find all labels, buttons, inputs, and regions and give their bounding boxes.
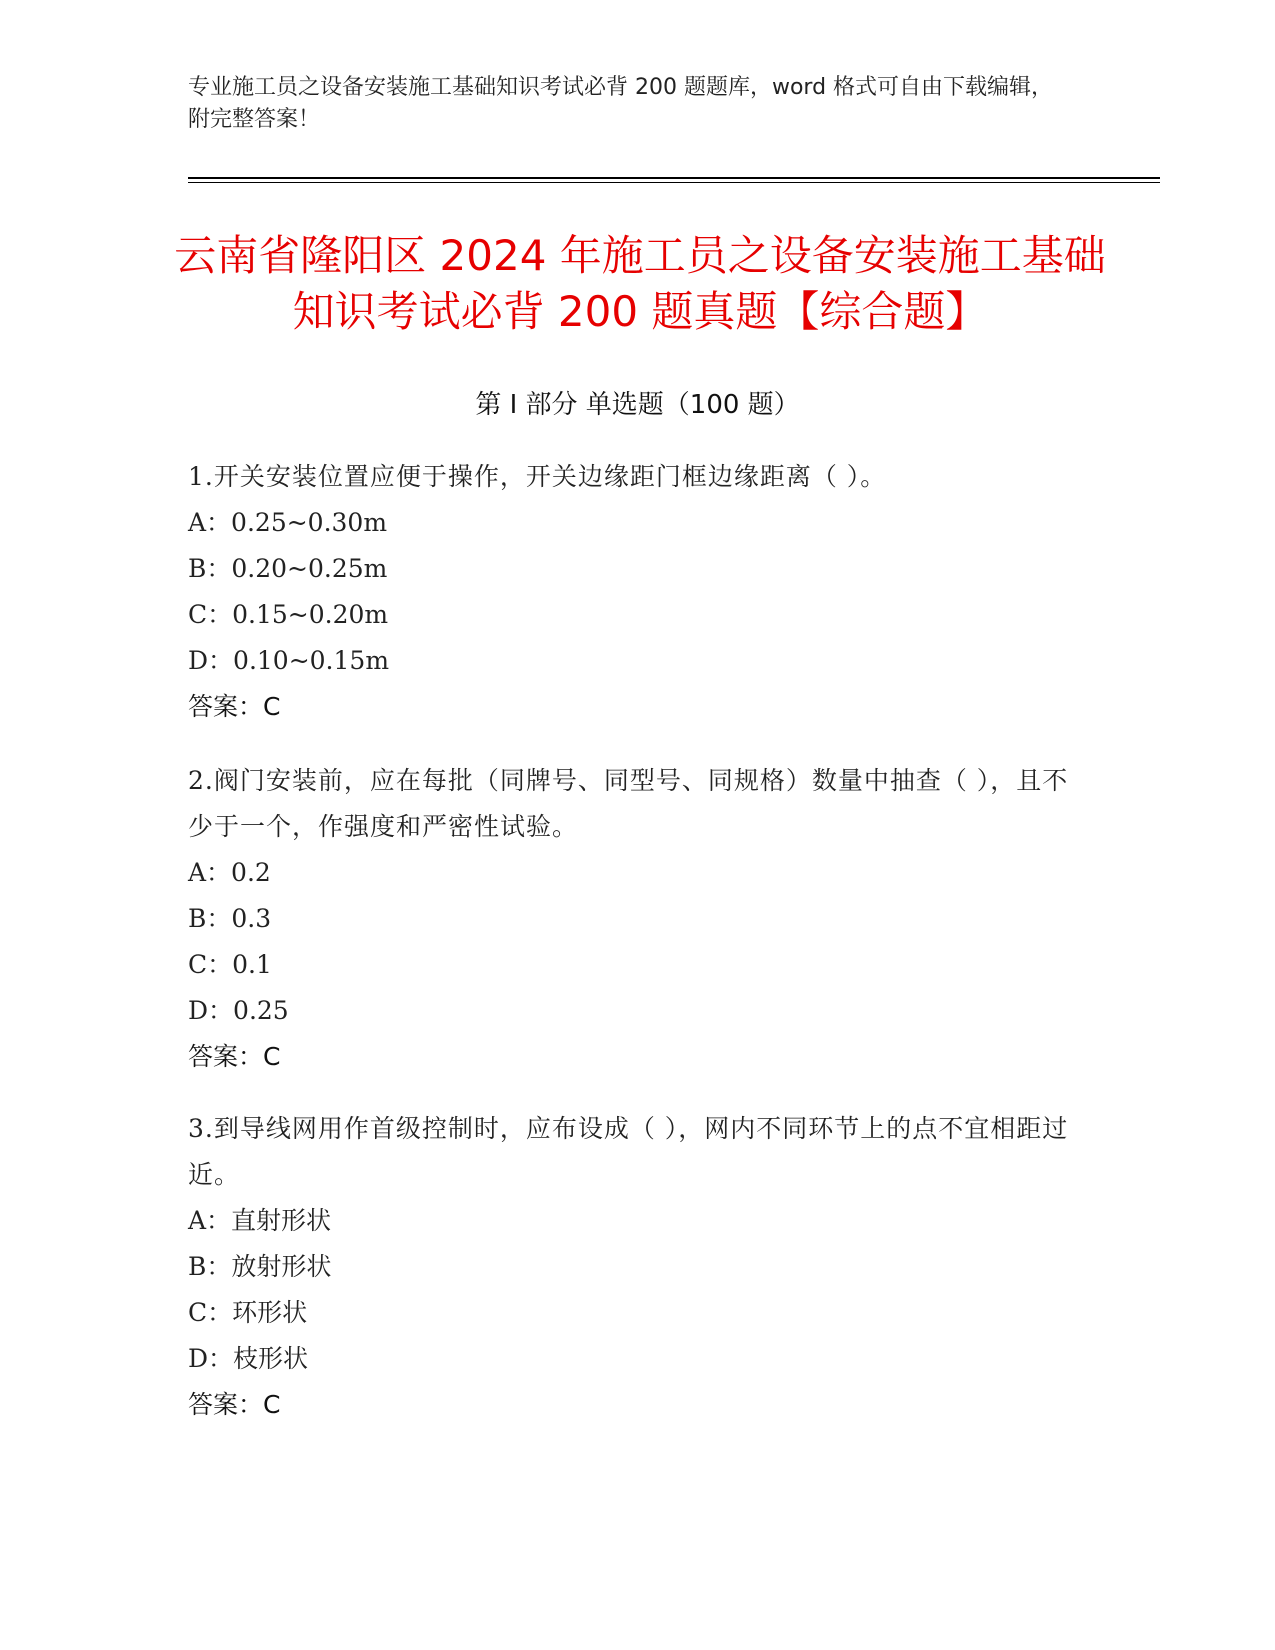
option-c: C：0.1 [188, 950, 272, 979]
option-a: A：直射形状 [188, 1206, 332, 1235]
option-b: B：放射形状 [188, 1252, 332, 1281]
question-stem: 2.阀门安装前，应在每批（同牌号、同型号、同规格）数量中抽查（ ），且不少于一个，作强度和严密性试验。 [188, 766, 1069, 841]
option-b: B：0.20~0.25m [188, 554, 388, 583]
header-note: 专业施工员之设备安装施工基础知识考试必背 200 题题库，word 格式可自由下载编辑，附完整答案！ [188, 75, 1054, 132]
question-1 [188, 454, 1088, 730]
header-rule-thin [188, 182, 1160, 183]
question-stem: 3.到导线网用作首级控制时，应布设成（ ），网内不同环节上的点不宜相距过近。 [188, 1114, 1069, 1189]
option-d: D：0.25 [188, 996, 289, 1025]
question-3 [188, 1106, 1088, 1428]
option-d: D：0.10~0.15m [188, 646, 390, 675]
answer: 答案：C [188, 1390, 281, 1419]
option-a: A：0.2 [188, 858, 271, 887]
answer: 答案：C [188, 692, 281, 721]
section-title: 第 I 部分 单选题（100 题） [475, 390, 800, 420]
question-stem: 1.开关安装位置应便于操作，开关边缘距门框边缘距离（ ）。 [188, 462, 887, 491]
question-2 [188, 758, 1088, 1080]
option-b: B：0.3 [188, 904, 272, 933]
option-c: C：环形状 [188, 1298, 308, 1327]
option-a: A：0.25~0.30m [188, 508, 388, 537]
header-rule-thick [188, 177, 1160, 179]
document-title: 云南省隆阳区 2024 年施工员之设备安装施工基础知识考试必背 200 题真题【综合题】 [174, 231, 1106, 336]
option-d: D：枝形状 [188, 1344, 309, 1373]
answer: 答案：C [188, 1042, 281, 1071]
option-c: C：0.15~0.20m [188, 600, 389, 629]
